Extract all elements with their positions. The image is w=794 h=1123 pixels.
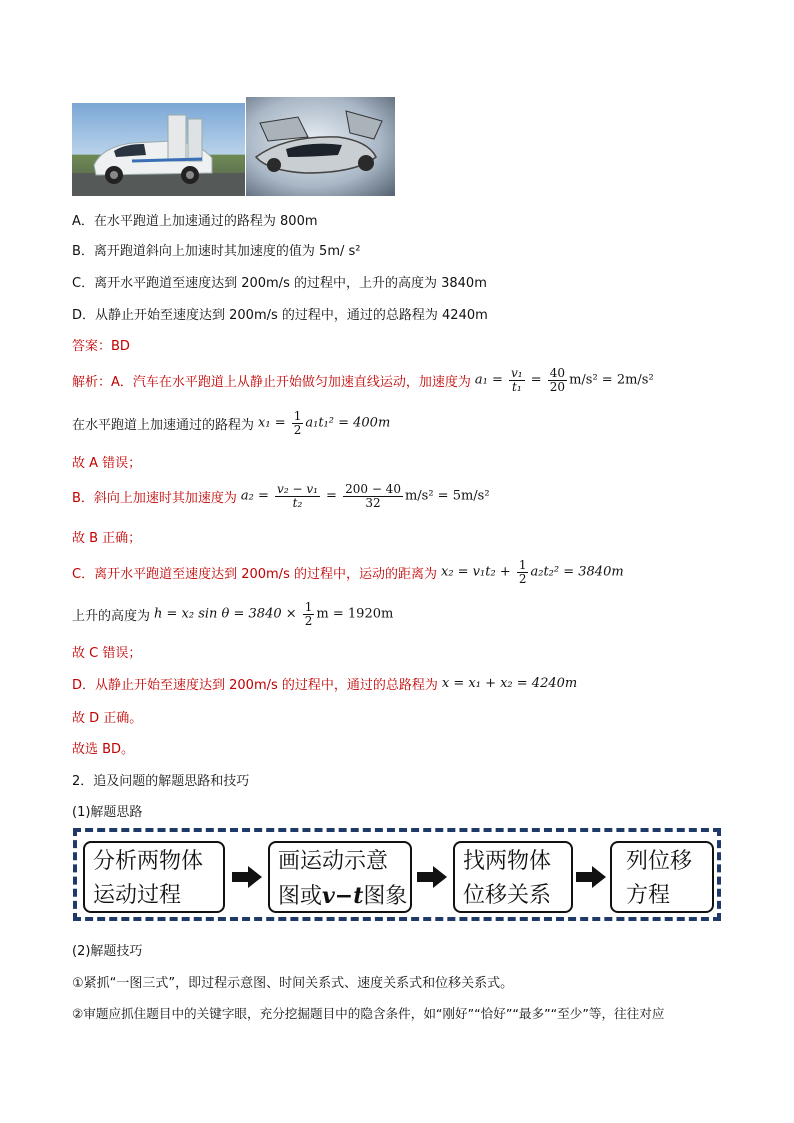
option-c: C．离开水平跑道至速度达到 200m/s 的过程中，上升的高度为 3840m [72, 276, 487, 291]
analysis-b-formula: a₂ = $\frac{\text{v₂ − v₁}}{\text{t₂}}$ = $\frac{200 - 40}{32}$ m/s² = 5m/s² [240, 481, 490, 510]
section-heading: 2．追及问题的解题思路和技巧 [72, 774, 250, 789]
analysis-c-formula: x₂ = v₁t₂ + $\frac{1}{2}$ a₂t₂² = 3840m [440, 557, 624, 586]
sub-heading-1: (1)解题思路 [72, 805, 143, 820]
flowchart-step-1: 分析两物体 运动过程 [83, 841, 225, 913]
analysis-b-conclusion: 故 B 正确； [72, 531, 142, 546]
analysis-d-text: D．从静止开始至速度达到 200m/s 的过程中，通过的总路程为 [72, 678, 438, 693]
tip-1: ①紧抓“一图三式”，即过程示意图、时间关系式、速度关系式和位移关系式。 [72, 976, 514, 991]
option-b: B．离开跑道斜向上加速时其加速度的值为 5m/ s² [72, 244, 361, 259]
analysis-b-text: B．斜向上加速时其加速度为 [72, 490, 237, 506]
analysis-a-distance-formula: x₁ = $\frac{1}{2}$ a₁t₁² = 400m [258, 408, 391, 437]
analysis-b-line [72, 478, 490, 514]
analysis-c-height-line [72, 596, 393, 632]
analysis-a-text: 解析：A．汽车在水平跑道上从静止开始做匀加速直线运动，加速度为 [72, 374, 471, 390]
flowchart-step-4: 列位移 方程 [610, 841, 714, 913]
final-answer: 故选 BD。 [72, 742, 135, 757]
analysis-c-text: C．离开水平跑道至速度达到 200m/s 的过程中，运动的距离为 [72, 566, 437, 582]
flying-car-in-sky-photo [246, 97, 395, 196]
arrow-right-icon [417, 866, 447, 888]
option-d: D．从静止开始至速度达到 200m/s 的过程中，通过的总路程为 4240m [72, 308, 488, 323]
analysis-c-line [72, 554, 624, 590]
analysis-a-conclusion: 故 A 错误； [72, 456, 142, 471]
arrow-right-icon [232, 866, 262, 888]
analysis-a-distance-line [72, 406, 390, 440]
flowchart-step-2: 画运动示意 图或v−t图象 [268, 841, 412, 913]
flying-car-on-runway-photo [72, 103, 245, 196]
analysis-d-conclusion: 故 D 正确。 [72, 711, 143, 726]
analysis-d-formula: x = x₁ + x₂ = 4240m [441, 676, 578, 691]
option-a: A．在水平跑道上加速通过的路程为 800m [72, 214, 318, 229]
analysis-a-distance-text: 在水平跑道上加速通过的路程为 [72, 417, 255, 433]
answer: 答案：BD [72, 339, 130, 354]
flowchart-step-3: 找两物体 位移关系 [453, 841, 573, 913]
analysis-c-height-formula: h = x₂ sin θ = 3840 × $\frac{1}{2}$ m = 1920m [154, 599, 394, 628]
analysis-a-line [72, 362, 654, 398]
tip-2: ②审题应抓住题目中的关键字眼，充分挖掘题目中的隐含条件，如“刚好”“恰好”“最多”“至少”等，往往对应 [72, 1006, 665, 1021]
analysis-d-line [72, 674, 577, 693]
analysis-c-conclusion: 故 C 错误； [72, 646, 142, 661]
analysis-a-formula: a₁ = $\frac{\text{v₁}}{\text{t₁}}$ = $\frac{40}{20}$ m/s² = 2m/s² [474, 365, 654, 394]
analysis-c-height-text: 上升的高度为 [72, 608, 151, 624]
sub-heading-2: (2)解题技巧 [72, 944, 143, 959]
arrow-right-icon [576, 866, 606, 888]
